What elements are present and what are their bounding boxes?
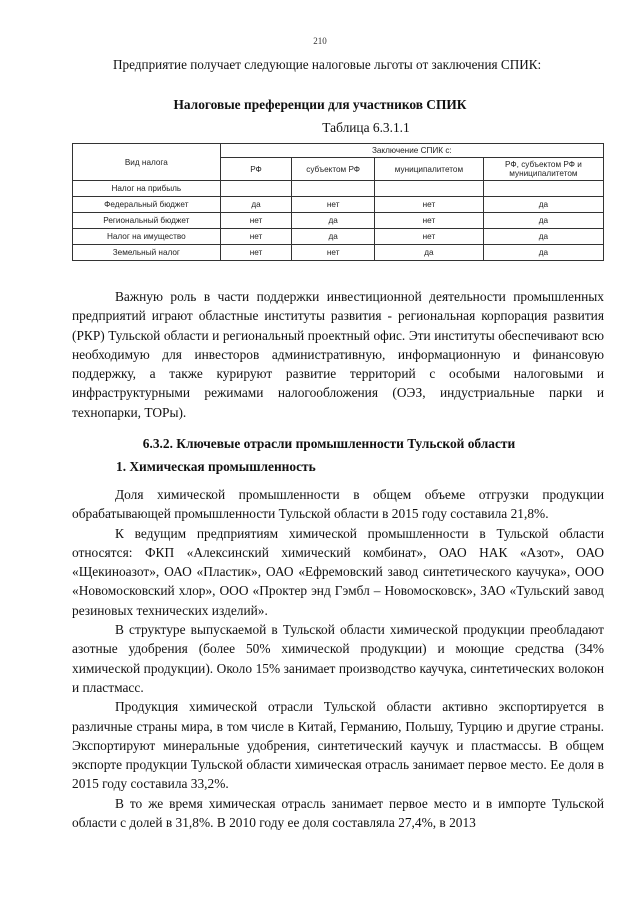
table-cell: нет xyxy=(220,213,292,229)
table-cell: да xyxy=(483,197,603,213)
paragraph: Продукция химической отрасли Тульской области активно экспортируется в различные страны мира, в том числе в Китай, Германию, Польшу, Турцию и другие страны. Экспортируют минеральные удобрения, синтетический каучук и пластмассы. В общем экспорте продукции Тульской области химическая отрасль занимает первое место. Ее доля в 2015 году составила 33,2%. xyxy=(72,699,604,792)
page-number: 210 xyxy=(313,36,327,46)
table-cell: да xyxy=(483,213,603,229)
table-cell xyxy=(375,181,484,197)
table-cell: нет xyxy=(292,197,375,213)
table-cell: нет xyxy=(220,229,292,245)
paragraph: Доля химической промышленности в общем объеме отгрузки продукции обрабатывающей промышленности Тульской области в 2015 году составила 21,8%. xyxy=(72,487,604,522)
table-cell: нет xyxy=(375,213,484,229)
paragraph: Важную роль в части поддержки инвестиционной деятельности промышленных предприятий играют областные институты развития - региональная корпорация развития (РКР) Тульской области и региональный проектный офис. Эти институты обеспечивают всю необходимую для инвесторов административную, информационную и финансовую поддержку, а также курируют развитие территорий с особыми налоговыми и инфраструктурными режимами налогообложения (ОЭЗ, индустриальные парки и технопарки, ТОРы). xyxy=(72,289,604,420)
table-cell: да xyxy=(292,213,375,229)
table-cell: нет xyxy=(375,197,484,213)
column-header: РФ, субъектом РФ и муниципалитетом xyxy=(483,158,603,181)
table-cell: да xyxy=(483,245,603,261)
table-row xyxy=(73,197,604,213)
paragraph: К ведущим предприятиям химической промышленности в Тульской области относятся: ФКП «Алексинский химический комбинат», ОАО НАК «Азот», ОАО «Щекиноазот», ОАО «Пластик», ОАО «Ефремовский завод синтетического каучука», ООО «Новомосковский хлор», ООО «Проктер энд Гэмбл – Новомосковск», ЗАО «Тульский завод резиновых технических изделий». xyxy=(72,525,604,618)
group-header: Заключение СПИК с: xyxy=(220,144,603,158)
table-cell: да xyxy=(375,245,484,261)
section-title: 6.3.2. Ключевые отрасли промышленности Тульской области xyxy=(142,436,516,451)
paragraph: В то же время химическая отрасль занимает первое место и в импорте Тульской области с долей в 31,8%. В 2010 году ее доля составляла 27,4%, в 2013 xyxy=(72,795,604,831)
table-row xyxy=(73,229,604,245)
column-header: РФ xyxy=(220,158,292,181)
row-label: Налог на имущество xyxy=(73,229,221,245)
table-cell xyxy=(292,181,375,197)
table-cell: да xyxy=(483,229,603,245)
paragraph-block xyxy=(72,485,604,832)
row-label: Федеральный бюджет xyxy=(73,197,221,213)
table-row xyxy=(73,245,604,261)
table-cell xyxy=(220,181,292,197)
table-caption: Таблица 6.3.1.1 xyxy=(322,120,410,135)
intro-text: Предприятие получает следующие налоговые льготы от заключения СПИК: xyxy=(113,57,542,72)
table-cell: нет xyxy=(292,245,375,261)
table-cell: нет xyxy=(375,229,484,245)
table-cell xyxy=(483,181,603,197)
table-row xyxy=(73,213,604,229)
row-label: Региональный бюджет xyxy=(73,213,221,229)
row-label: Налог на прибыль xyxy=(73,181,221,197)
table-cell: да xyxy=(220,197,292,213)
paragraph: В структуре выпускаемой в Тульской области химической продукции преобладают азотные удобрения (более 50% химической продукции) и моющие средства (34% химической продукции). Около 15% занимает производство каучука, синтетических волокон и пластмасс. xyxy=(72,622,604,695)
table-cell: нет xyxy=(220,245,292,261)
row-header: Вид налога xyxy=(73,144,221,181)
table-row xyxy=(73,181,604,197)
table-heading: Налоговые преференции для участников СПИК xyxy=(173,97,467,112)
column-header: муниципалитетом xyxy=(375,158,484,181)
column-header: субъектом РФ xyxy=(292,158,375,181)
table-cell: да xyxy=(292,229,375,245)
paragraph-block xyxy=(72,287,604,422)
tax-preferences-table xyxy=(72,143,604,261)
row-label: Земельный налог xyxy=(73,245,221,261)
subsection-title: 1. Химическая промышленность xyxy=(116,459,316,474)
